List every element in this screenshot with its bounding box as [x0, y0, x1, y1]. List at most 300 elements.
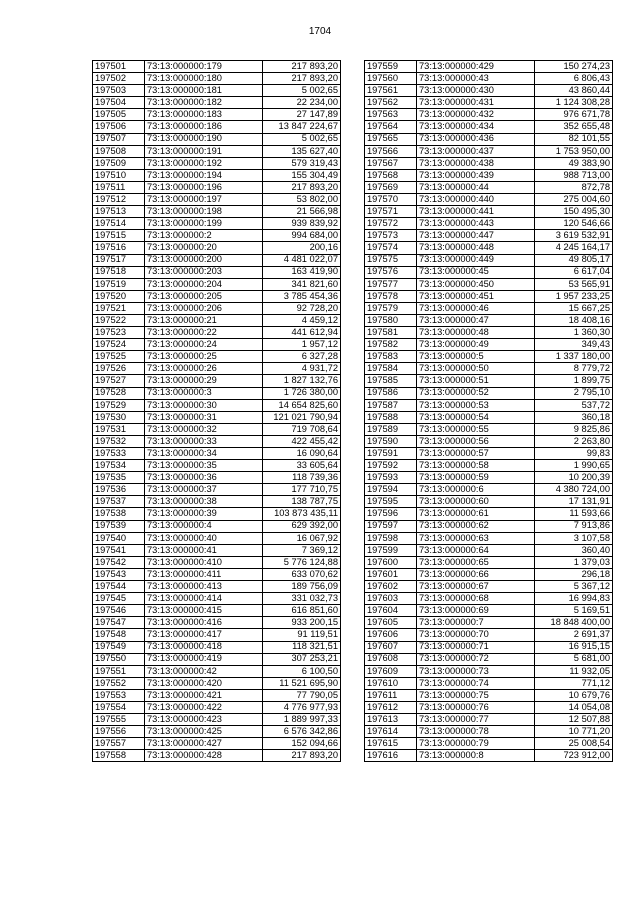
- cadastral-number-cell: 73:13:000000:443: [417, 218, 535, 230]
- cadastral-number-cell: 73:13:000000:30: [145, 399, 263, 411]
- value-cell: 1 957,12: [263, 339, 341, 351]
- cadastral-number-cell: 73:13:000000:64: [417, 544, 535, 556]
- value-cell: 6 327,28: [263, 351, 341, 363]
- table-row: [93, 375, 341, 387]
- value-cell: 4 245 164,17: [535, 242, 613, 254]
- right-table-body: [365, 61, 613, 762]
- table-row: [93, 411, 341, 423]
- table-row: [93, 472, 341, 484]
- value-cell: 349,43: [535, 339, 613, 351]
- table-row: [93, 242, 341, 254]
- row-number-cell: 197612: [365, 701, 417, 713]
- cadastral-number-cell: 73:13:000000:199: [145, 218, 263, 230]
- cadastral-number-cell: 73:13:000000:194: [145, 169, 263, 181]
- row-number-cell: 197549: [93, 641, 145, 653]
- row-number-cell: 197550: [93, 653, 145, 665]
- cadastral-number-cell: 73:13:000000:38: [145, 496, 263, 508]
- value-cell: 16 915,15: [535, 641, 613, 653]
- row-number-cell: 197505: [93, 109, 145, 121]
- cadastral-number-cell: 73:13:000000:2: [145, 230, 263, 242]
- cadastral-number-cell: 73:13:000000:180: [145, 73, 263, 85]
- table-row: [365, 181, 613, 193]
- table-row: [365, 520, 613, 532]
- cadastral-number-cell: 73:13:000000:206: [145, 302, 263, 314]
- value-cell: 1 957 233,25: [535, 290, 613, 302]
- cadastral-number-cell: 73:13:000000:43: [417, 73, 535, 85]
- value-cell: 3 619 532,91: [535, 230, 613, 242]
- row-number-cell: 197606: [365, 629, 417, 641]
- value-cell: 91 119,51: [263, 629, 341, 641]
- table-row: [365, 544, 613, 556]
- table-row: [93, 327, 341, 339]
- table-row: [365, 738, 613, 750]
- row-number-cell: 197574: [365, 242, 417, 254]
- table-row: [93, 290, 341, 302]
- row-number-cell: 197614: [365, 726, 417, 738]
- row-number-cell: 197585: [365, 375, 417, 387]
- value-cell: 1 379,03: [535, 556, 613, 568]
- value-cell: 15 667,25: [535, 302, 613, 314]
- row-number-cell: 197511: [93, 181, 145, 193]
- row-number-cell: 197573: [365, 230, 417, 242]
- value-cell: 994 684,00: [263, 230, 341, 242]
- cadastral-number-cell: 73:13:000000:45: [417, 266, 535, 278]
- table-row: [93, 194, 341, 206]
- left-table-body: [93, 61, 341, 762]
- cadastral-number-cell: 73:13:000000:58: [417, 460, 535, 472]
- row-number-cell: 197502: [93, 73, 145, 85]
- value-cell: 189 756,09: [263, 581, 341, 593]
- cadastral-number-cell: 73:13:000000:191: [145, 145, 263, 157]
- row-number-cell: 197600: [365, 556, 417, 568]
- cadastral-number-cell: 73:13:000000:44: [417, 181, 535, 193]
- value-cell: 11 521 695,90: [263, 677, 341, 689]
- row-number-cell: 197519: [93, 278, 145, 290]
- table-row: [365, 653, 613, 665]
- cadastral-number-cell: 73:13:000000:59: [417, 472, 535, 484]
- table-row: [93, 61, 341, 73]
- row-number-cell: 197579: [365, 302, 417, 314]
- table-row: [93, 85, 341, 97]
- table-row: [93, 689, 341, 701]
- cadastral-number-cell: 73:13:000000:429: [417, 61, 535, 73]
- row-number-cell: 197513: [93, 206, 145, 218]
- table-row: [365, 121, 613, 133]
- cadastral-number-cell: 73:13:000000:47: [417, 314, 535, 326]
- cadastral-number-cell: 73:13:000000:33: [145, 435, 263, 447]
- value-cell: 360,18: [535, 411, 613, 423]
- value-cell: 77 790,05: [263, 689, 341, 701]
- row-number-cell: 197532: [93, 435, 145, 447]
- row-number-cell: 197512: [93, 194, 145, 206]
- row-number-cell: 197507: [93, 133, 145, 145]
- cadastral-number-cell: 73:13:000000:46: [417, 302, 535, 314]
- value-cell: 872,78: [535, 181, 613, 193]
- row-number-cell: 197609: [365, 665, 417, 677]
- value-cell: 2 263,80: [535, 435, 613, 447]
- value-cell: 976 671,78: [535, 109, 613, 121]
- cadastral-number-cell: 73:13:000000:430: [417, 85, 535, 97]
- cadastral-number-cell: 73:13:000000:203: [145, 266, 263, 278]
- cadastral-number-cell: 73:13:000000:55: [417, 423, 535, 435]
- cadastral-number-cell: 73:13:000000:36: [145, 472, 263, 484]
- table-row: [93, 532, 341, 544]
- cadastral-number-cell: 73:13:000000:67: [417, 581, 535, 593]
- table-row: [93, 665, 341, 677]
- table-row: [93, 423, 341, 435]
- row-number-cell: 197551: [93, 665, 145, 677]
- table-row: [93, 157, 341, 169]
- row-number-cell: 197562: [365, 97, 417, 109]
- value-cell: 341 821,60: [263, 278, 341, 290]
- cadastral-number-cell: 73:13:000000:200: [145, 254, 263, 266]
- row-number-cell: 197607: [365, 641, 417, 653]
- value-cell: 27 147,89: [263, 109, 341, 121]
- table-row: [93, 218, 341, 230]
- value-cell: 10 771,20: [535, 726, 613, 738]
- value-cell: 53 565,91: [535, 278, 613, 290]
- row-number-cell: 197583: [365, 351, 417, 363]
- row-number-cell: 197533: [93, 448, 145, 460]
- row-number-cell: 197531: [93, 423, 145, 435]
- value-cell: 18 848 400,00: [535, 617, 613, 629]
- row-number-cell: 197553: [93, 689, 145, 701]
- row-number-cell: 197552: [93, 677, 145, 689]
- cadastral-number-cell: 73:13:000000:437: [417, 145, 535, 157]
- table-row: [365, 496, 613, 508]
- table-row: [93, 581, 341, 593]
- cadastral-number-cell: 73:13:000000:6: [417, 484, 535, 496]
- table-row: [365, 145, 613, 157]
- value-cell: 275 004,60: [535, 194, 613, 206]
- value-cell: 150 495,30: [535, 206, 613, 218]
- value-cell: 441 612,94: [263, 327, 341, 339]
- table-row: [93, 556, 341, 568]
- cadastral-number-cell: 73:13:000000:422: [145, 701, 263, 713]
- table-row: [93, 605, 341, 617]
- value-cell: 43 860,44: [535, 85, 613, 97]
- cadastral-number-cell: 73:13:000000:179: [145, 61, 263, 73]
- cadastral-number-cell: 73:13:000000:57: [417, 448, 535, 460]
- cadastral-number-cell: 73:13:000000:414: [145, 593, 263, 605]
- value-cell: 163 419,90: [263, 266, 341, 278]
- left-table: [92, 60, 341, 762]
- cadastral-number-cell: 73:13:000000:52: [417, 387, 535, 399]
- cadastral-number-cell: 73:13:000000:448: [417, 242, 535, 254]
- table-row: [365, 375, 613, 387]
- row-number-cell: 197525: [93, 351, 145, 363]
- value-cell: 331 032,73: [263, 593, 341, 605]
- value-cell: 18 408,16: [535, 314, 613, 326]
- cadastral-number-cell: 73:13:000000:41: [145, 544, 263, 556]
- value-cell: 3 107,58: [535, 532, 613, 544]
- row-number-cell: 197604: [365, 605, 417, 617]
- table-row: [365, 411, 613, 423]
- row-number-cell: 197541: [93, 544, 145, 556]
- row-number-cell: 197555: [93, 714, 145, 726]
- value-cell: 771,12: [535, 677, 613, 689]
- value-cell: 217 893,20: [263, 750, 341, 762]
- row-number-cell: 197590: [365, 435, 417, 447]
- value-cell: 7 913,86: [535, 520, 613, 532]
- cadastral-number-cell: 73:13:000000:439: [417, 169, 535, 181]
- table-row: [365, 399, 613, 411]
- table-row: [365, 750, 613, 762]
- value-cell: 25 008,54: [535, 738, 613, 750]
- value-cell: 150 274,23: [535, 61, 613, 73]
- cadastral-number-cell: 73:13:000000:436: [417, 133, 535, 145]
- row-number-cell: 197566: [365, 145, 417, 157]
- cadastral-number-cell: 73:13:000000:438: [417, 157, 535, 169]
- value-cell: 6 100,50: [263, 665, 341, 677]
- value-cell: 16 090,64: [263, 448, 341, 460]
- cadastral-number-cell: 73:13:000000:78: [417, 726, 535, 738]
- row-number-cell: 197529: [93, 399, 145, 411]
- table-row: [365, 701, 613, 713]
- table-row: [93, 629, 341, 641]
- row-number-cell: 197534: [93, 460, 145, 472]
- cadastral-number-cell: 73:13:000000:410: [145, 556, 263, 568]
- cadastral-number-cell: 73:13:000000:451: [417, 290, 535, 302]
- row-number-cell: 197540: [93, 532, 145, 544]
- cadastral-number-cell: 73:13:000000:20: [145, 242, 263, 254]
- cadastral-number-cell: 73:13:000000:70: [417, 629, 535, 641]
- row-number-cell: 197580: [365, 314, 417, 326]
- table-row: [93, 278, 341, 290]
- row-number-cell: 197560: [365, 73, 417, 85]
- cadastral-number-cell: 73:13:000000:428: [145, 750, 263, 762]
- cadastral-number-cell: 73:13:000000:432: [417, 109, 535, 121]
- cadastral-number-cell: 73:13:000000:421: [145, 689, 263, 701]
- row-number-cell: 197506: [93, 121, 145, 133]
- row-number-cell: 197524: [93, 339, 145, 351]
- value-cell: 99,83: [535, 448, 613, 460]
- cadastral-number-cell: 73:13:000000:190: [145, 133, 263, 145]
- row-number-cell: 197559: [365, 61, 417, 73]
- value-cell: 988 713,00: [535, 169, 613, 181]
- table-row: [93, 314, 341, 326]
- cadastral-number-cell: 73:13:000000:423: [145, 714, 263, 726]
- table-row: [93, 363, 341, 375]
- cadastral-number-cell: 73:13:000000:182: [145, 97, 263, 109]
- cadastral-number-cell: 73:13:000000:4: [145, 520, 263, 532]
- cadastral-number-cell: 73:13:000000:66: [417, 568, 535, 580]
- row-number-cell: 197557: [93, 738, 145, 750]
- table-row: [365, 314, 613, 326]
- value-cell: 2 691,37: [535, 629, 613, 641]
- table-row: [93, 230, 341, 242]
- table-row: [365, 97, 613, 109]
- table-row: [93, 169, 341, 181]
- value-cell: 6 806,43: [535, 73, 613, 85]
- row-number-cell: 197517: [93, 254, 145, 266]
- value-cell: 3 785 454,36: [263, 290, 341, 302]
- value-cell: 10 200,39: [535, 472, 613, 484]
- row-number-cell: 197518: [93, 266, 145, 278]
- cadastral-number-cell: 73:13:000000:71: [417, 641, 535, 653]
- row-number-cell: 197546: [93, 605, 145, 617]
- table-row: [365, 157, 613, 169]
- table-row: [365, 508, 613, 520]
- value-cell: 6 617,04: [535, 266, 613, 278]
- row-number-cell: 197545: [93, 593, 145, 605]
- row-number-cell: 197564: [365, 121, 417, 133]
- row-number-cell: 197515: [93, 230, 145, 242]
- row-number-cell: 197568: [365, 169, 417, 181]
- value-cell: 5 367,12: [535, 581, 613, 593]
- value-cell: 9 825,86: [535, 423, 613, 435]
- table-row: [93, 496, 341, 508]
- value-cell: 4 776 977,93: [263, 701, 341, 713]
- table-row: [365, 218, 613, 230]
- cadastral-number-cell: 73:13:000000:79: [417, 738, 535, 750]
- row-number-cell: 197510: [93, 169, 145, 181]
- row-number-cell: 197514: [93, 218, 145, 230]
- table-row: [365, 605, 613, 617]
- row-number-cell: 197516: [93, 242, 145, 254]
- cadastral-number-cell: 73:13:000000:54: [417, 411, 535, 423]
- value-cell: 4 931,72: [263, 363, 341, 375]
- table-row: [365, 581, 613, 593]
- table-row: [93, 701, 341, 713]
- value-cell: 1 124 308,28: [535, 97, 613, 109]
- table-row: [93, 73, 341, 85]
- value-cell: 7 369,12: [263, 544, 341, 556]
- value-cell: 1 827 132,76: [263, 375, 341, 387]
- row-number-cell: 197596: [365, 508, 417, 520]
- cadastral-number-cell: 73:13:000000:68: [417, 593, 535, 605]
- row-number-cell: 197615: [365, 738, 417, 750]
- cadastral-number-cell: 73:13:000000:42: [145, 665, 263, 677]
- value-cell: 11 932,05: [535, 665, 613, 677]
- table-row: [93, 484, 341, 496]
- row-number-cell: 197508: [93, 145, 145, 157]
- cadastral-number-cell: 73:13:000000:186: [145, 121, 263, 133]
- table-row: [93, 714, 341, 726]
- cadastral-number-cell: 73:13:000000:7: [417, 617, 535, 629]
- cadastral-number-cell: 73:13:000000:183: [145, 109, 263, 121]
- value-cell: 1 899,75: [535, 375, 613, 387]
- table-row: [365, 677, 613, 689]
- cadastral-number-cell: 73:13:000000:72: [417, 653, 535, 665]
- value-cell: 33 605,64: [263, 460, 341, 472]
- table-row: [365, 351, 613, 363]
- cadastral-number-cell: 73:13:000000:60: [417, 496, 535, 508]
- table-row: [93, 520, 341, 532]
- cadastral-number-cell: 73:13:000000:411: [145, 568, 263, 580]
- row-number-cell: 197509: [93, 157, 145, 169]
- value-cell: 307 253,21: [263, 653, 341, 665]
- cadastral-number-cell: 73:13:000000:34: [145, 448, 263, 460]
- value-cell: 616 851,60: [263, 605, 341, 617]
- value-cell: 121 021 790,94: [263, 411, 341, 423]
- value-cell: 5 002,65: [263, 133, 341, 145]
- row-number-cell: 197575: [365, 254, 417, 266]
- value-cell: 6 576 342,86: [263, 726, 341, 738]
- row-number-cell: 197613: [365, 714, 417, 726]
- value-cell: 1 360,30: [535, 327, 613, 339]
- cadastral-number-cell: 73:13:000000:196: [145, 181, 263, 193]
- table-row: [365, 629, 613, 641]
- row-number-cell: 197565: [365, 133, 417, 145]
- table-row: [365, 327, 613, 339]
- value-cell: 629 392,00: [263, 520, 341, 532]
- table-row: [365, 593, 613, 605]
- value-cell: 8 779,72: [535, 363, 613, 375]
- cadastral-number-cell: 73:13:000000:22: [145, 327, 263, 339]
- row-number-cell: 197572: [365, 218, 417, 230]
- row-number-cell: 197569: [365, 181, 417, 193]
- cadastral-number-cell: 73:13:000000:24: [145, 339, 263, 351]
- value-cell: 103 873 435,11: [263, 508, 341, 520]
- table-row: [93, 448, 341, 460]
- row-number-cell: 197548: [93, 629, 145, 641]
- cadastral-number-cell: 73:13:000000:26: [145, 363, 263, 375]
- cadastral-number-cell: 73:13:000000:21: [145, 314, 263, 326]
- table-row: [93, 121, 341, 133]
- cadastral-number-cell: 73:13:000000:29: [145, 375, 263, 387]
- table-row: [93, 181, 341, 193]
- table-row: [365, 73, 613, 85]
- value-cell: 723 912,00: [535, 750, 613, 762]
- row-number-cell: 197591: [365, 448, 417, 460]
- value-cell: 579 319,43: [263, 157, 341, 169]
- row-number-cell: 197567: [365, 157, 417, 169]
- table-row: [93, 593, 341, 605]
- value-cell: 49 383,90: [535, 157, 613, 169]
- value-cell: 1 889 997,33: [263, 714, 341, 726]
- table-row: [365, 460, 613, 472]
- table-row: [365, 230, 613, 242]
- cadastral-number-cell: 73:13:000000:48: [417, 327, 535, 339]
- cadastral-number-cell: 73:13:000000:204: [145, 278, 263, 290]
- table-row: [93, 109, 341, 121]
- table-row: [93, 738, 341, 750]
- row-number-cell: 197602: [365, 581, 417, 593]
- table-row: [93, 302, 341, 314]
- cadastral-number-cell: 73:13:000000:53: [417, 399, 535, 411]
- value-cell: 13 847 224,67: [263, 121, 341, 133]
- row-number-cell: 197542: [93, 556, 145, 568]
- table-row: [365, 484, 613, 496]
- table-row: [93, 387, 341, 399]
- cadastral-number-cell: 73:13:000000:75: [417, 689, 535, 701]
- row-number-cell: 197561: [365, 85, 417, 97]
- value-cell: 135 627,40: [263, 145, 341, 157]
- row-number-cell: 197539: [93, 520, 145, 532]
- row-number-cell: 197521: [93, 302, 145, 314]
- cadastral-number-cell: 73:13:000000:40: [145, 532, 263, 544]
- value-cell: 138 787,75: [263, 496, 341, 508]
- row-number-cell: 197501: [93, 61, 145, 73]
- row-number-cell: 197581: [365, 327, 417, 339]
- table-row: [93, 97, 341, 109]
- table-row: [93, 544, 341, 556]
- value-cell: 17 131,91: [535, 496, 613, 508]
- row-number-cell: 197504: [93, 97, 145, 109]
- row-number-cell: 197554: [93, 701, 145, 713]
- cadastral-number-cell: 73:13:000000:431: [417, 97, 535, 109]
- row-number-cell: 197587: [365, 399, 417, 411]
- table-row: [93, 653, 341, 665]
- value-cell: 152 094,66: [263, 738, 341, 750]
- row-number-cell: 197603: [365, 593, 417, 605]
- table-row: [365, 532, 613, 544]
- table-row: [365, 665, 613, 677]
- row-number-cell: 197611: [365, 689, 417, 701]
- value-cell: 633 070,62: [263, 568, 341, 580]
- row-number-cell: 197586: [365, 387, 417, 399]
